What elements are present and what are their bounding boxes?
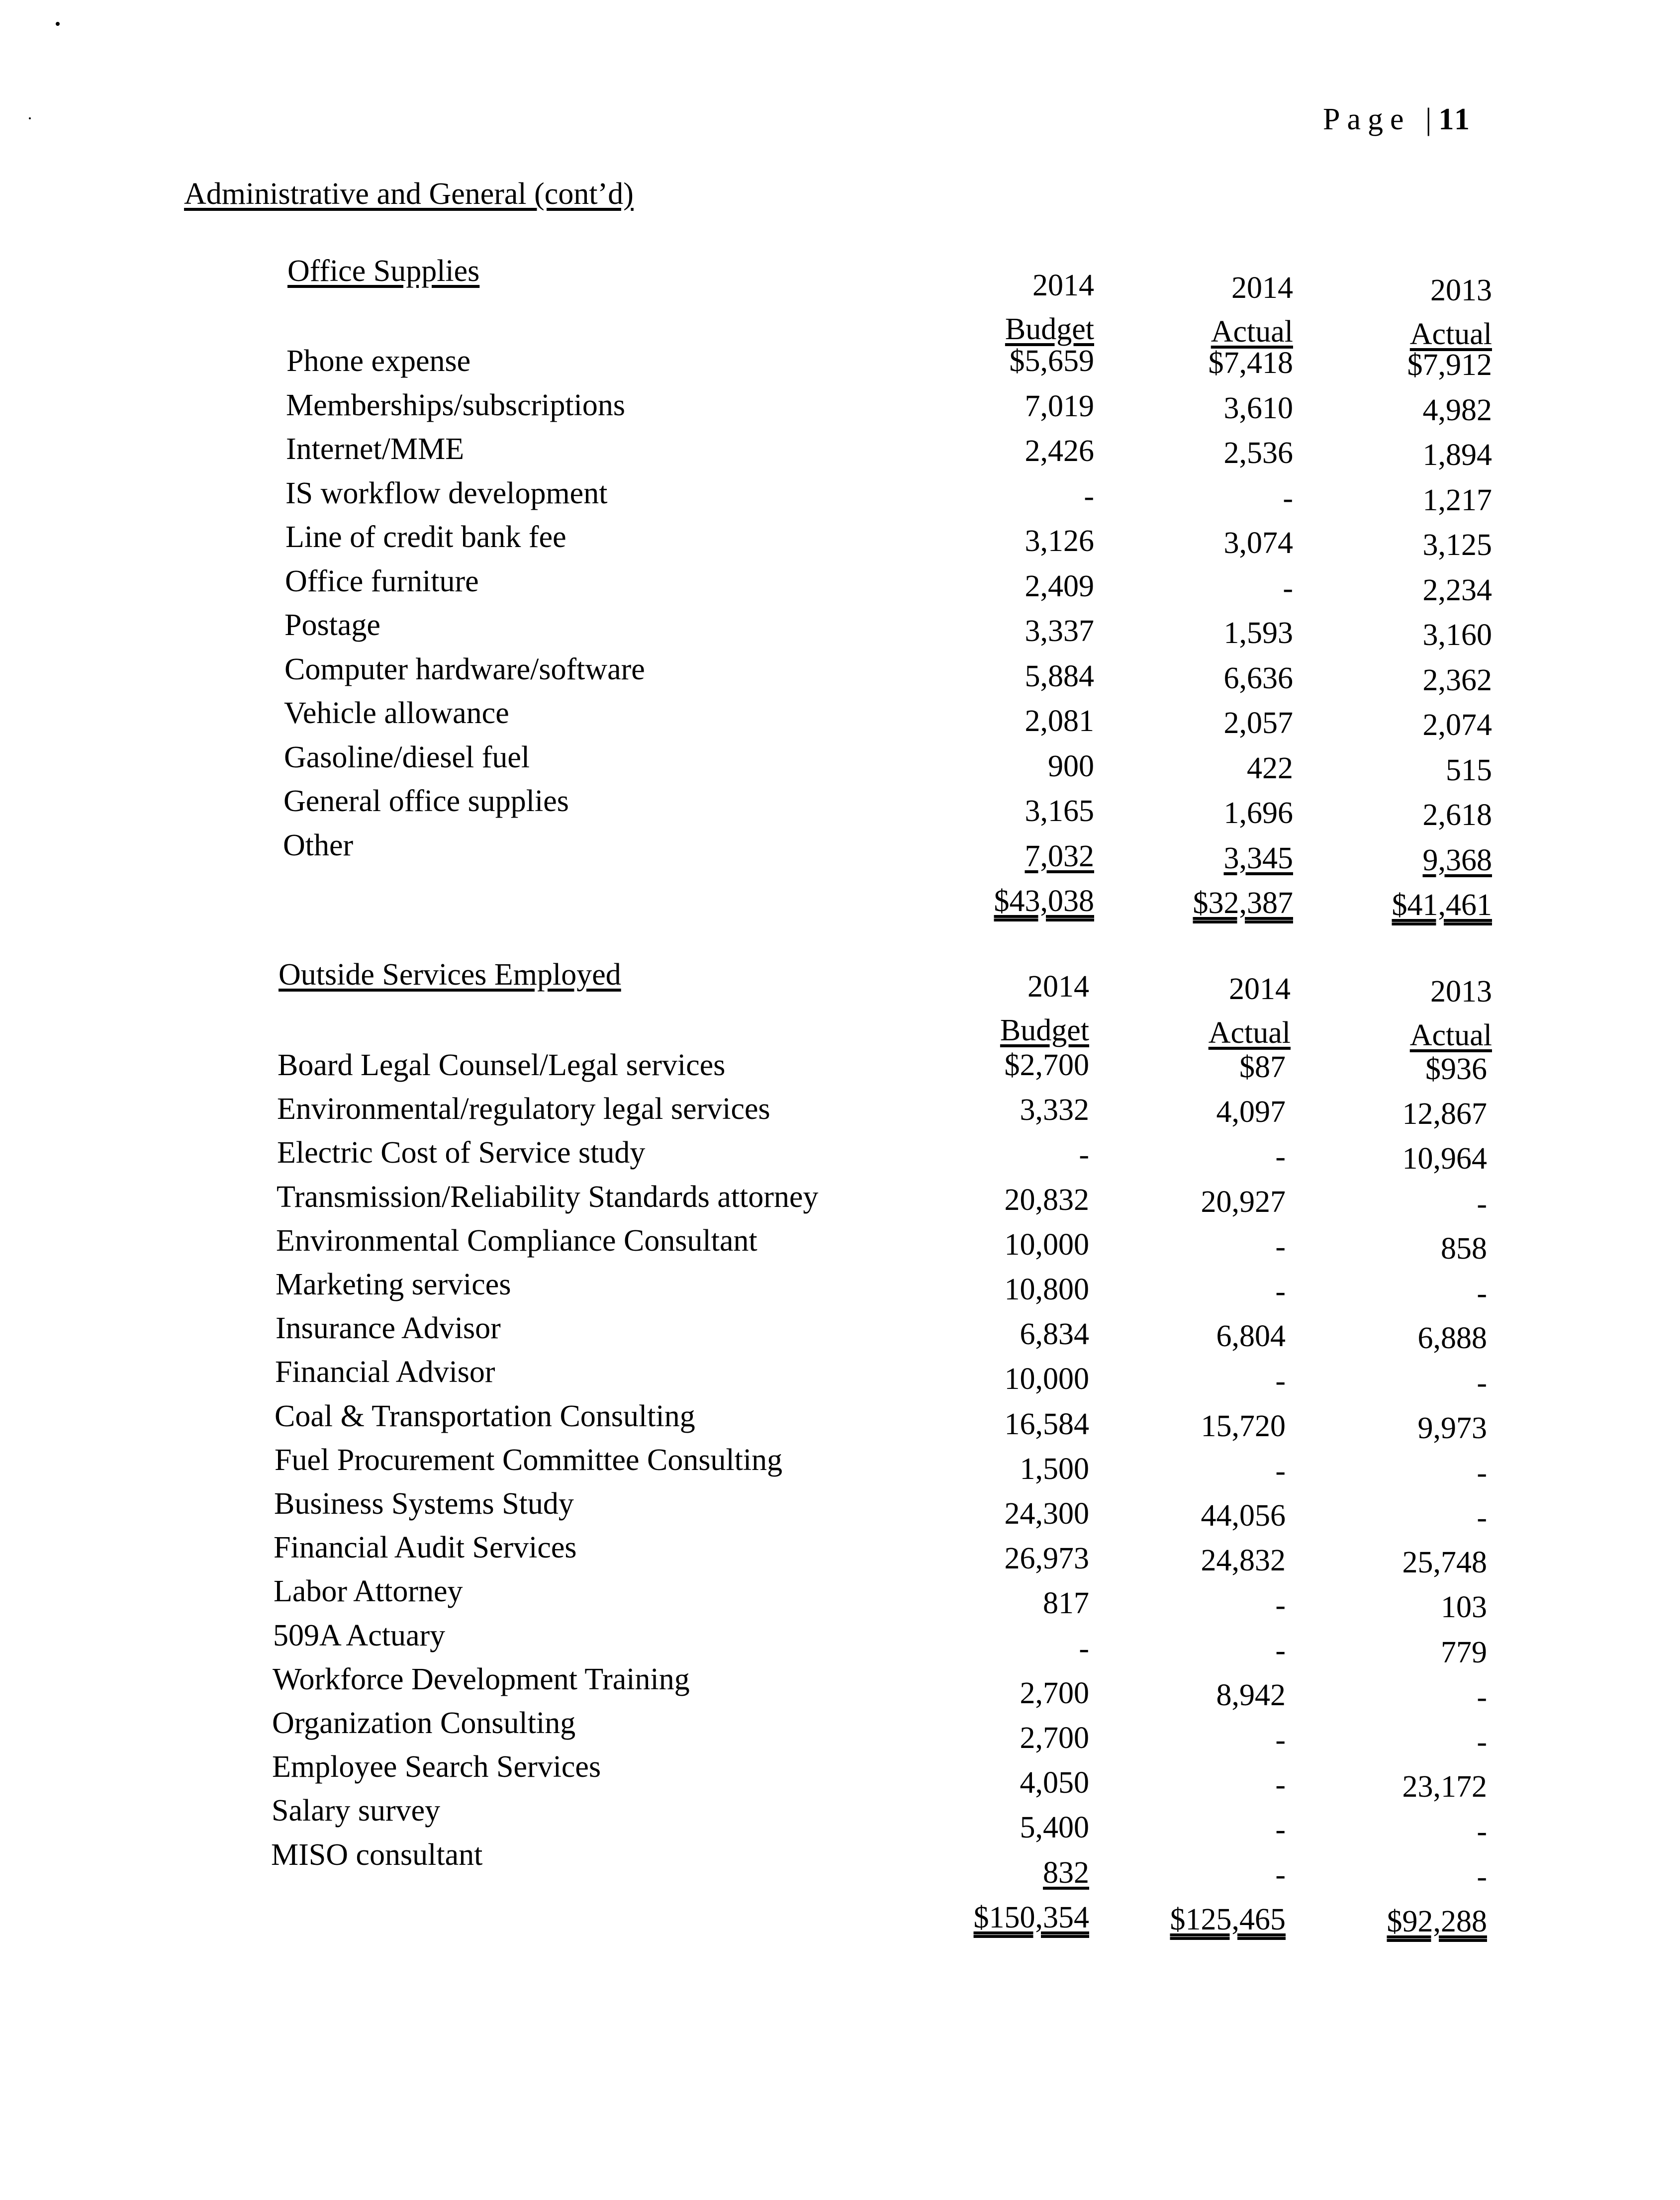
row-value-actual-2014: - [1275,1813,1286,1847]
row-label: Vehicle allowance [284,696,509,730]
row-value-budget-2014: 20,832 [1004,1183,1089,1217]
row-label: Office furniture [285,564,479,598]
row-value-actual-2014: $87 [1239,1050,1286,1084]
column-header-actual-2013: 2013 Actual [1409,274,1492,351]
table-row [0,1306,1680,1356]
row-label: Financial Audit Services [274,1531,577,1565]
row-value-actual-2014: 1,696 [1223,796,1293,830]
row-label: Computer hardware/software [284,652,645,686]
table-row [0,383,1680,427]
row-value-budget-2014: $2,700 [1004,1048,1089,1082]
table-row [0,691,1680,742]
row-value-actual-2013: 10,964 [1402,1142,1487,1176]
row-value-actual-2014: 2,536 [1223,436,1293,470]
table-row [0,1745,1680,1804]
row-value-budget-2014: 3,165 [1025,794,1094,828]
totals-row [0,867,1680,922]
scan-speck [56,22,60,26]
row-value-actual-2013: 1,217 [1422,483,1492,517]
row-label: Workforce Development Training [273,1662,690,1696]
table-row [0,1657,1680,1714]
row-label: Postage [284,608,380,642]
row-value-actual-2013: 9,368 [1422,843,1492,877]
row-value-budget-2014: 4,050 [1020,1766,1089,1800]
row-value-budget-2014: 7,019 [1025,389,1094,423]
row-value-budget-2014: 16,584 [1004,1407,1089,1441]
row-label: 509A Actuary [273,1618,446,1652]
table-row [0,1789,1680,1849]
row-value-actual-2014: 4,097 [1216,1095,1286,1129]
total-actual-2013: $41,461 [1392,888,1492,922]
row-label: Insurance Advisor [276,1311,501,1346]
row-label: Internet/MME [286,432,465,466]
row-value-budget-2014: 2,700 [1020,1721,1089,1755]
table-row [0,647,1680,697]
row-value-budget-2014: 832 [1043,1855,1089,1890]
row-value-actual-2013: 9,973 [1417,1411,1487,1445]
row-value-actual-2014: - [1275,1768,1286,1802]
row-label: Financial Advisor [275,1355,495,1389]
row-value-budget-2014: - [1079,1631,1089,1665]
row-value-budget-2014: 6,834 [1020,1317,1089,1352]
row-value-actual-2013: - [1477,1456,1487,1490]
row-label: Gasoline/diesel fuel [284,740,530,774]
row-label: Organization Consulting [272,1706,576,1740]
row-label: Salary survey [272,1794,441,1828]
row-label: Marketing services [276,1268,511,1301]
row-value-budget-2014: 817 [1043,1586,1089,1621]
row-value-budget-2014: 3,126 [1025,524,1094,558]
row-value-actual-2014: - [1283,571,1293,605]
row-value-actual-2013: 2,234 [1422,573,1492,607]
page-label: Page [1323,102,1411,136]
row-value-actual-2014: - [1275,1364,1286,1398]
row-value-budget-2014: 3,337 [1025,614,1094,648]
column-header-actual-2013: 2013 Actual [1409,975,1492,1052]
table-row [0,515,1680,562]
row-value-actual-2013: - [1477,1725,1487,1759]
row-value-actual-2014: 44,056 [1201,1499,1286,1533]
row-value-budget-2014: 2,700 [1020,1676,1089,1710]
row-value-actual-2013: 2,618 [1422,798,1492,832]
row-label: Transmission/Reliability Standards attorney [277,1180,819,1214]
table-row [0,735,1680,787]
row-value-actual-2013: - [1477,1680,1487,1714]
table-row [0,1438,1680,1490]
row-value-budget-2014: 7,032 [1025,839,1094,873]
row-value-actual-2013: 103 [1441,1590,1487,1625]
row-value-actual-2013: - [1477,1277,1487,1310]
row-value-actual-2013: $7,912 [1407,348,1492,382]
row-value-budget-2014: 10,800 [1004,1273,1089,1306]
row-value-actual-2014: - [1275,1454,1286,1488]
table-row [0,427,1680,471]
row-value-budget-2014: 26,973 [1004,1542,1089,1576]
row-value-actual-2014: 1,593 [1223,616,1293,650]
row-value-actual-2013: 1,894 [1422,438,1492,472]
row-value-budget-2014: 3,332 [1020,1093,1089,1127]
row-label: Coal & Transportation Consulting [275,1399,695,1433]
table-row [0,1833,1680,1894]
scan-speck [29,117,31,119]
row-value-actual-2014: - [1275,1140,1286,1174]
row-label: Environmental Compliance Consultant [276,1223,757,1258]
total-budget-2014: $150,354 [973,1900,1089,1934]
section-title: Outside Services Employed [279,958,621,992]
row-value-budget-2014: 5,884 [1025,659,1094,693]
row-label: Employee Search Services [272,1750,601,1784]
row-value-actual-2014: 8,942 [1216,1678,1286,1712]
row-value-actual-2014: 3,345 [1223,841,1293,875]
row-value-actual-2013: 2,074 [1422,708,1492,742]
table-row [0,1043,1680,1087]
row-label: Fuel Procurement Committee Consulting [275,1443,783,1477]
table-row [0,1350,1680,1400]
section-title: Office Supplies [287,254,480,288]
row-label: General office supplies [283,784,569,818]
row-value-actual-2014: 15,720 [1201,1409,1286,1443]
table-row [0,339,1680,383]
row-value-budget-2014: 900 [1048,749,1094,783]
page-number [1323,102,1472,137]
table-row [0,1614,1680,1669]
page-separator: | [1425,102,1439,136]
row-value-actual-2014: - [1275,1723,1286,1757]
table-row [0,1131,1680,1175]
row-value-budget-2014: $5,659 [1009,344,1094,378]
row-label: Phone expense [286,344,471,378]
row-label: Labor Attorney [274,1574,463,1609]
table-row [0,1482,1680,1535]
row-label: IS workflow development [285,476,608,510]
row-value-actual-2013: 12,867 [1402,1097,1487,1131]
row-value-actual-2014: - [1275,1588,1286,1623]
row-value-actual-2013: 25,748 [1402,1546,1487,1580]
table-row [0,779,1680,832]
row-value-actual-2013: - [1477,1501,1487,1535]
table-row [0,559,1680,607]
table-row [0,1219,1680,1266]
row-value-actual-2014: - [1275,1633,1286,1667]
row-value-budget-2014: 2,081 [1025,704,1094,738]
column-header-actual-2014: 2014 Actual [1211,271,1293,349]
row-label: MISO consultant [271,1837,483,1872]
row-label: Business Systems Study [274,1487,574,1521]
column-header-actual-2014: 2014 Actual [1208,972,1291,1050]
row-label: Electric Cost of Service study [277,1136,646,1170]
row-label: Board Legal Counsel/Legal services [278,1048,726,1082]
row-value-actual-2014: 20,927 [1201,1185,1286,1219]
row-value-budget-2014: 2,426 [1025,434,1094,468]
row-value-actual-2013: 2,362 [1422,663,1492,697]
row-value-actual-2014: - [1275,1275,1286,1308]
row-value-actual-2013: - [1477,1815,1487,1849]
row-value-actual-2013: 23,172 [1402,1770,1487,1804]
row-label: Line of credit bank fee [285,520,566,554]
table-row [0,1394,1680,1445]
row-value-actual-2013: 779 [1441,1635,1487,1669]
document-title: Administrative and General (cont’d) [184,177,634,211]
row-value-actual-2013: 3,125 [1422,528,1492,562]
row-value-actual-2013: - [1477,1859,1487,1894]
row-label: Environmental/regulatory legal services [277,1092,770,1126]
row-label: Other [283,828,354,862]
row-value-actual-2014: 6,636 [1223,661,1293,695]
row-value-actual-2014: 3,610 [1223,391,1293,425]
row-value-budget-2014: - [1079,1138,1089,1172]
table-row [0,824,1680,877]
total-budget-2014: $43,038 [994,884,1094,918]
row-value-actual-2014: - [1275,1857,1286,1892]
row-value-actual-2013: 858 [1441,1231,1487,1266]
row-value-budget-2014: 10,000 [1004,1227,1089,1262]
page-number-value: 11 [1438,102,1472,136]
total-actual-2014: $125,465 [1170,1902,1286,1936]
row-value-actual-2013: - [1477,1366,1487,1400]
total-actual-2013: $92,288 [1387,1904,1487,1938]
table-row [0,1263,1680,1310]
row-value-actual-2014: - [1275,1229,1286,1264]
row-value-budget-2014: 10,000 [1004,1362,1089,1396]
table-row [0,1087,1680,1131]
row-value-actual-2014: - [1283,481,1293,515]
row-value-budget-2014: - [1084,479,1094,513]
column-header-budget-2014: 2014 Budget [1000,970,1089,1047]
totals-row [0,1877,1680,1938]
row-value-actual-2014: 3,074 [1223,526,1293,560]
row-value-actual-2014: 2,057 [1223,706,1293,740]
total-actual-2014: $32,387 [1193,886,1293,920]
table-row [0,1701,1680,1759]
row-value-actual-2014: 422 [1247,751,1293,785]
row-value-actual-2014: 24,832 [1201,1544,1286,1578]
row-value-budget-2014: 2,409 [1025,569,1094,603]
row-label: Memberships/subscriptions [286,388,625,422]
row-value-actual-2014: 6,804 [1216,1319,1286,1354]
row-value-budget-2014: 5,400 [1020,1811,1089,1845]
row-value-budget-2014: 1,500 [1020,1452,1089,1486]
column-header-budget-2014: 2014 Budget [1005,269,1094,346]
row-value-actual-2013: 515 [1446,753,1492,787]
row-value-actual-2013: $936 [1425,1052,1487,1086]
row-value-actual-2013: 4,982 [1422,393,1492,427]
table-row [0,603,1680,652]
row-value-actual-2013: 3,160 [1422,618,1492,652]
row-value-actual-2014: $7,418 [1208,346,1293,380]
table-row [0,1175,1680,1219]
row-value-actual-2013: - [1477,1187,1487,1221]
table-row [0,471,1680,515]
table-row [0,1569,1680,1625]
row-value-budget-2014: 24,300 [1004,1497,1089,1531]
table-row [0,1526,1680,1580]
row-value-actual-2013: 6,888 [1417,1321,1487,1356]
